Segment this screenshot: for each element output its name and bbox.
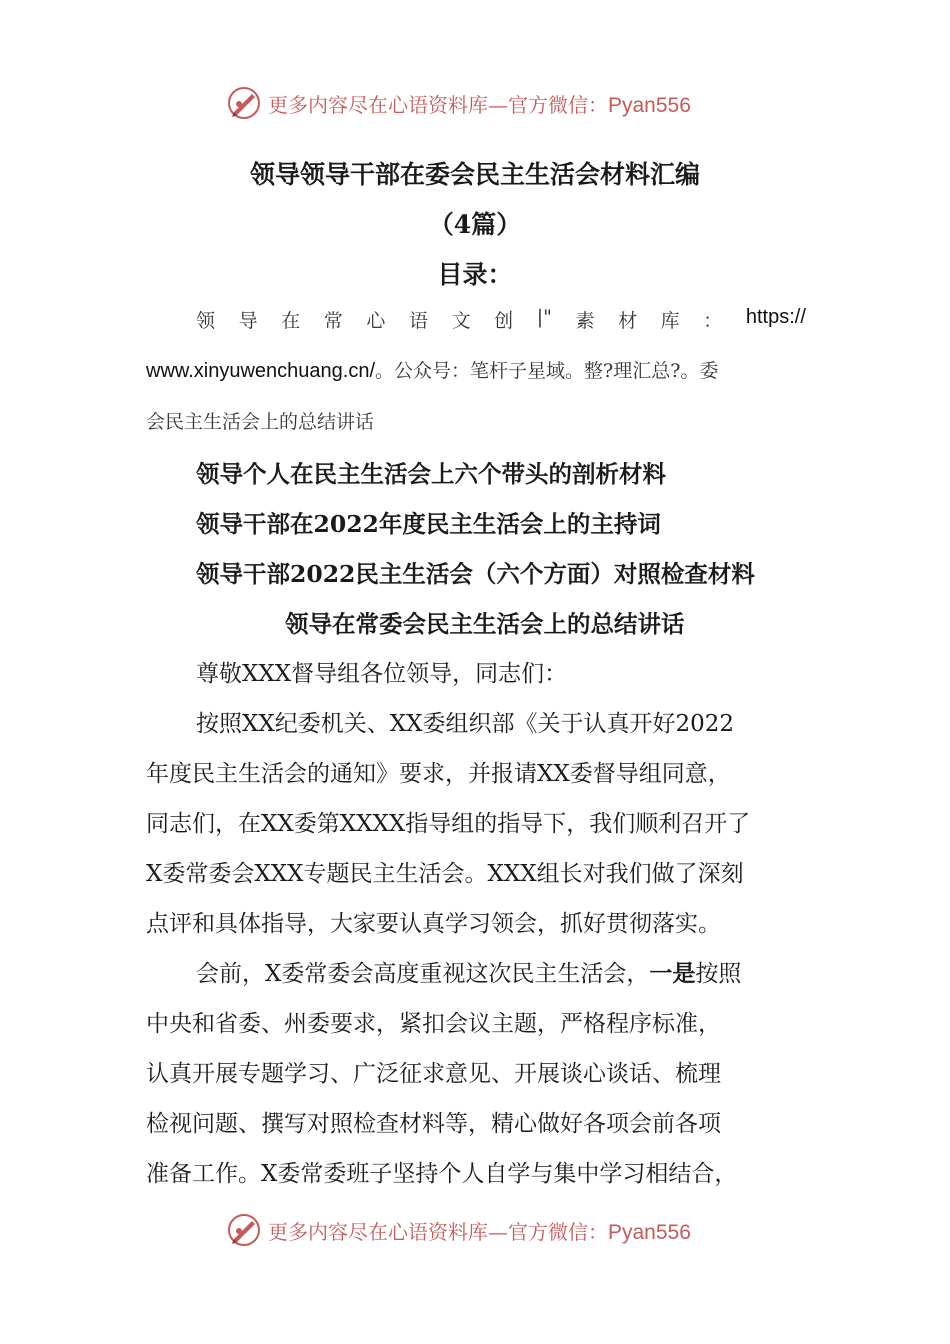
source-char: 语: [408, 310, 428, 332]
source-char: |": [536, 306, 552, 328]
source-url-part2[interactable]: www.xinyuwenchuang.cn/: [146, 360, 376, 382]
toc-item: 领导干部在2022年度民主生活会上的主持词: [196, 510, 661, 538]
source-char: 领: [196, 310, 216, 332]
source-char: ：: [703, 310, 723, 332]
body-line: 中央和省委、州委要求，紧扣会议主题，严格程序标准，: [146, 1011, 721, 1037]
body-line-para3: [196, 955, 741, 988]
source-char: 在: [281, 310, 301, 332]
source-line-3: 会民主生活会上的总结讲话: [146, 411, 375, 433]
body-line-text: 按照: [695, 961, 742, 987]
body-line: 准备工作。X委常委班子坚持个人自学与集中学习相结合，: [146, 1161, 738, 1187]
watermark-banner-top: [226, 83, 691, 123]
source-line-2-rest: 。公众号：笔杆子星域。整?理汇总?。委: [375, 360, 719, 382]
source-char: 库: [660, 310, 680, 332]
banner-text: 更多内容尽在心语资料库—官方微信：: [268, 1219, 608, 1244]
source-char: 材: [618, 310, 638, 332]
watermark-banner-bottom: [226, 1210, 691, 1250]
banner-wechat-id: Pyan556: [608, 93, 691, 117]
toc-item: 领导干部2022民主生活会（六个方面）对照检查材料: [196, 560, 755, 588]
body-line: X委常委会XXX专题民主生活会。XXX组长对我们做了深刻: [146, 861, 744, 887]
source-char: 心: [366, 310, 386, 332]
pen-logo-icon: [226, 85, 262, 121]
source-char: 创: [494, 310, 514, 332]
body-line: 检视问题、撰写对照检查材料等，精心做好各项会前各项: [146, 1111, 721, 1137]
source-char: 常: [323, 310, 343, 332]
banner-wechat-id: Pyan556: [608, 1220, 691, 1244]
pen-logo-icon: [226, 1212, 262, 1248]
body-line: 同志们，在XX委第XXXX指导组的指导下，我们顺利召开了: [146, 811, 751, 837]
source-char: 素: [575, 310, 595, 332]
document-subtitle: （4篇）: [428, 210, 522, 239]
toc-item: 领导个人在民主生活会上六个带头的剖析材料: [196, 460, 666, 488]
banner-text: 更多内容尽在心语资料库—官方微信：: [268, 92, 608, 117]
body-line: 尊敬XXX督导组各位领导，同志们：: [196, 661, 568, 687]
source-char: 导: [238, 310, 258, 332]
body-line: 认真开展专题学习、广泛征求意见、开展谈心谈话、梳理: [146, 1061, 721, 1087]
body-emphasis: 一是: [649, 960, 696, 987]
body-line-text: 会前，X委常委会高度重视这次民主生活会，: [196, 961, 650, 987]
source-line-1: [196, 306, 806, 333]
body-line: 年度民主生活会的通知》要求，并报请XX委督导组同意，: [146, 761, 731, 787]
body-line: 点评和具体指导，大家要认真学习领会，抓好贯彻落实。: [146, 911, 721, 937]
toc-label: 目录：: [437, 260, 513, 289]
source-char: 文: [451, 310, 471, 332]
body-line: 按照XX纪委机关、XX委组织部《关于认真开好2022: [196, 711, 735, 737]
source-line-2: [146, 356, 806, 383]
source-url-part1[interactable]: https://: [745, 306, 806, 328]
section-title: 领导在常委会民主生活会上的总结讲话: [285, 610, 685, 638]
document-title: 领导领导干部在委会民主生活会材料汇编: [249, 160, 700, 189]
